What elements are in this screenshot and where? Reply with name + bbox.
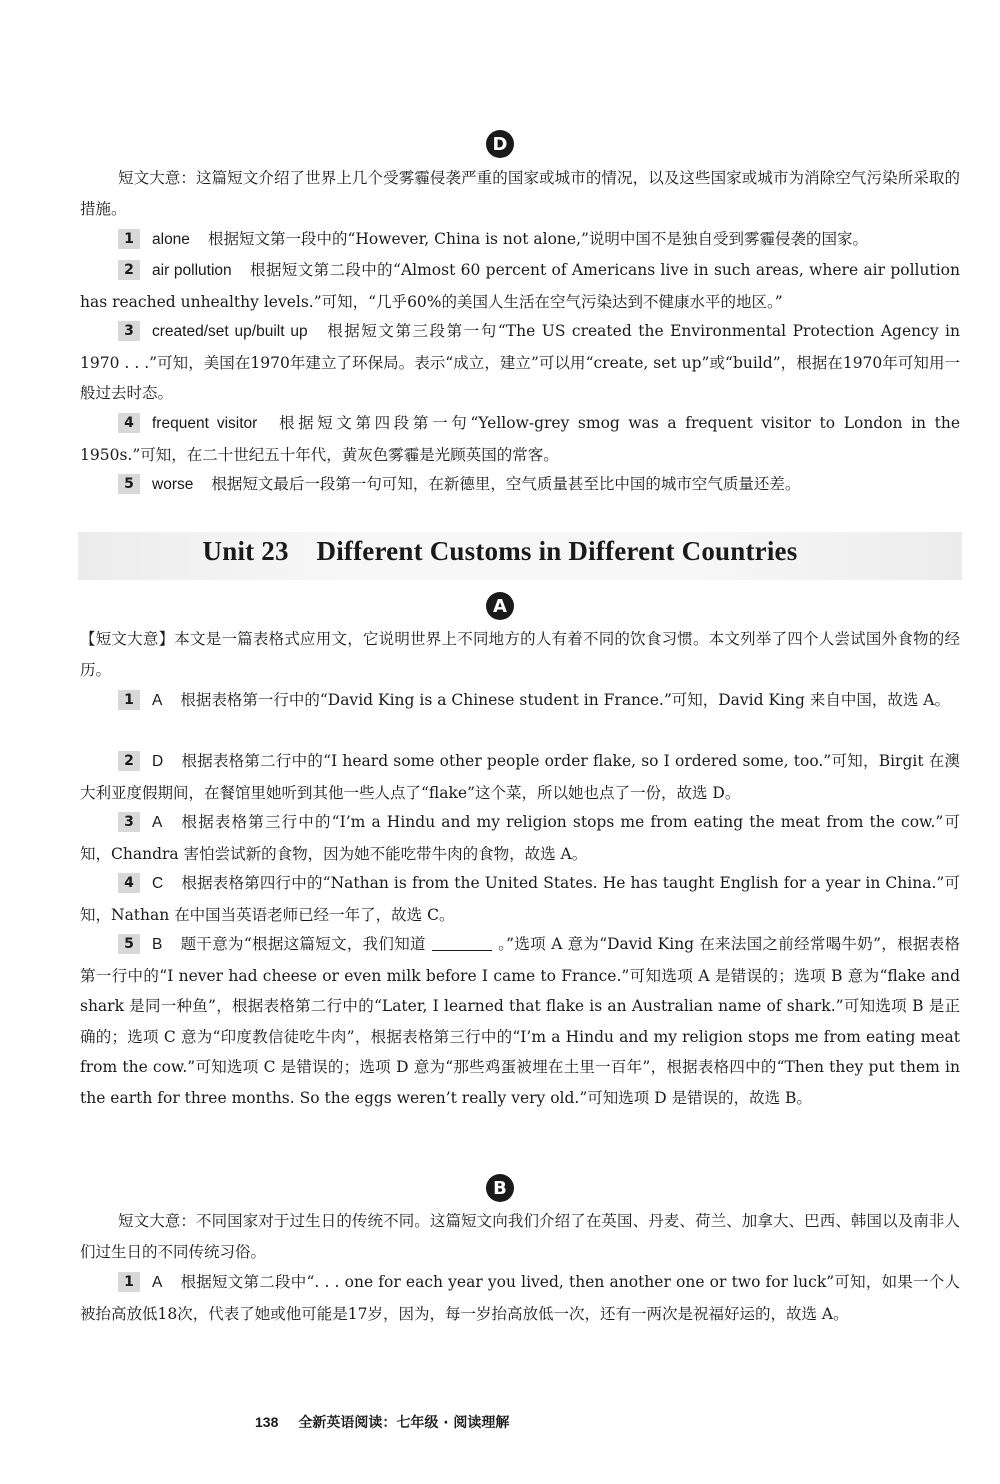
item-number: 4 — [118, 873, 140, 893]
section-a-item-2 — [80, 746, 960, 808]
item-explanation: 根据表格第二行中的“I heard some other people order flake, so I ordered some, too.”可知，Birgit 在澳大利亚度假期间，在餐馆里她听到其他一些人点了“flake”这个菜，所以她也点了一份，故选 D。 — [80, 752, 960, 802]
section-d-item-1 — [80, 224, 960, 256]
item-number: 2 — [118, 260, 140, 280]
item-answer: created/set up/built up — [152, 323, 308, 340]
item-explanation: 根据短文第四段第一句“Yellow-grey smog was a frequent visitor to London in the 1950s.”可知，在二十世纪五十年代，黄灰色雾霾是光顾英国的常客。 — [80, 414, 960, 464]
item-number: 1 — [118, 690, 140, 710]
section-a-item-5 — [80, 929, 960, 1113]
section-d-badge: D — [486, 130, 514, 158]
item-explanation: 根据短文第二段中“. . . one for each year you lived, then another one or two for luck”可知，如果一个人被抬高放低18次，代表了她或他可能是17岁，因为，每一岁抬高放低一次，还有一两次是祝福好运的，故选 A。 — [80, 1273, 960, 1323]
item-explanation: 根据表格第一行中的“David King is a Chinese student in France.”可知，David King 来自中国，故选 A。 — [180, 691, 950, 709]
item-explanation: 根据短文最后一段第一句可知，在新德里，空气质量甚至比中国的城市空气质量还差。 — [211, 475, 801, 493]
item-answer: A — [152, 692, 163, 709]
section-a-item-4 — [80, 868, 960, 930]
page-number: 138 — [255, 1414, 279, 1430]
item-answer: D — [152, 753, 164, 770]
page-footer — [255, 1412, 509, 1432]
item-explanation-pre: 题干意为“根据这篇短文，我们知道 — [180, 935, 426, 953]
section-b-badge: B — [486, 1174, 514, 1202]
section-a-item-3 — [80, 807, 960, 869]
item-answer: B — [152, 936, 163, 953]
item-number: 1 — [118, 1272, 140, 1292]
unit-title: Unit 23 Different Customs in Different Countries — [202, 536, 798, 566]
book-title: 全新英语阅读：七年级 · 阅读理解 — [298, 1415, 510, 1431]
item-explanation: 根据短文第二段中的“Almost 60 percent of Americans live in such areas, where air pollution has reached unhealthy levels.”可知，“几乎60%的美国人生活在空气污染达到不健康水平的地区。” — [80, 261, 961, 311]
section-d-item-4 — [80, 408, 960, 470]
section-a-summary: 【短文大意】本文是一篇表格式应用文，它说明世界上不同地方的人有着不同的饮食习惯。本文列举了四个人尝试国外食物的经历。 — [80, 630, 960, 679]
answer-blank — [432, 936, 492, 951]
item-number: 3 — [118, 321, 140, 341]
item-number: 4 — [118, 413, 140, 433]
item-explanation: 根据短文第一段中的“However, China is not alone,”说明中国不是独自受到雾霾侵袭的国家。 — [207, 230, 868, 248]
section-b-summary: 短文大意：不同国家对于过生日的传统不同。这篇短文向我们介绍了在英国、丹麦、荷兰、加拿大、巴西、韩国以及南非人们过生日的不同传统习俗。 — [80, 1212, 960, 1261]
item-answer: alone — [152, 231, 190, 248]
section-d-summary: 短文大意：这篇短文介绍了世界上几个受雾霾侵袭严重的国家或城市的情况，以及这些国家或城市为消除空气污染所采取的措施。 — [80, 169, 960, 218]
item-answer: air pollution — [152, 262, 232, 279]
item-explanation-post: 。”选项 A 意为“David King 在来法国之前经常喝牛奶”，根据表格第一行中的“I never had cheese or even milk before I came to France.”可知选项 A 是错误的；选项 B 意为“flake and shark 是同一种鱼”，根据表格第二行中的“Later, I learned that flake is an Australian name of shark.”可知选项 B 是正确的；选项 C 意为“印度教信徒吃牛肉”，根据表格第三行中的“I’m a Hindu and my religion stops me from eating meat from the cow.”可知选项 C 是错误的；选项 D 意为“那些鸡蛋被埋在土里一百年”，根据表格四中的“Then they put them in the earth for three months. So the eggs weren’t really very old.”可知选项 D 是错误的，故选 B。 — [80, 935, 960, 1107]
item-answer: A — [152, 814, 163, 831]
item-explanation: 根据短文第三段第一句“The US created the Environmental Protection Agency in 1970 . . .”可知，美国在1970年建立了环保局。表示“成立，建立”可以用“create, set up”或“build”，根据在1970年可知用一般过去时态。 — [80, 322, 960, 402]
item-answer: C — [152, 875, 164, 892]
item-number: 5 — [118, 934, 140, 954]
item-answer: worse — [152, 476, 194, 493]
item-number: 5 — [118, 474, 140, 494]
item-number: 1 — [118, 229, 140, 249]
item-explanation: 根据表格第四行中的“Nathan is from the United States. He has taught English for a year in China.”可知，Nathan 在中国当英语老师已经一年了，故选 C。 — [80, 874, 960, 924]
section-b-item-1 — [80, 1267, 960, 1329]
section-d-item-2 — [80, 255, 960, 317]
section-d-item-3 — [80, 316, 960, 409]
item-answer: frequent visitor — [152, 415, 258, 432]
section-d-item-5 — [80, 469, 960, 501]
item-number: 3 — [118, 812, 140, 832]
section-a-badge: A — [486, 592, 514, 620]
item-number: 2 — [118, 751, 140, 771]
item-explanation: 根据表格第三行中的“I’m a Hindu and my religion stops me from eating the meat from the cow.”可知，Chandra 害怕尝试新的食物，因为她不能吃带牛肉的食物，故选 A。 — [80, 813, 960, 863]
section-a-item-1 — [80, 685, 960, 717]
item-answer: A — [152, 1274, 163, 1291]
